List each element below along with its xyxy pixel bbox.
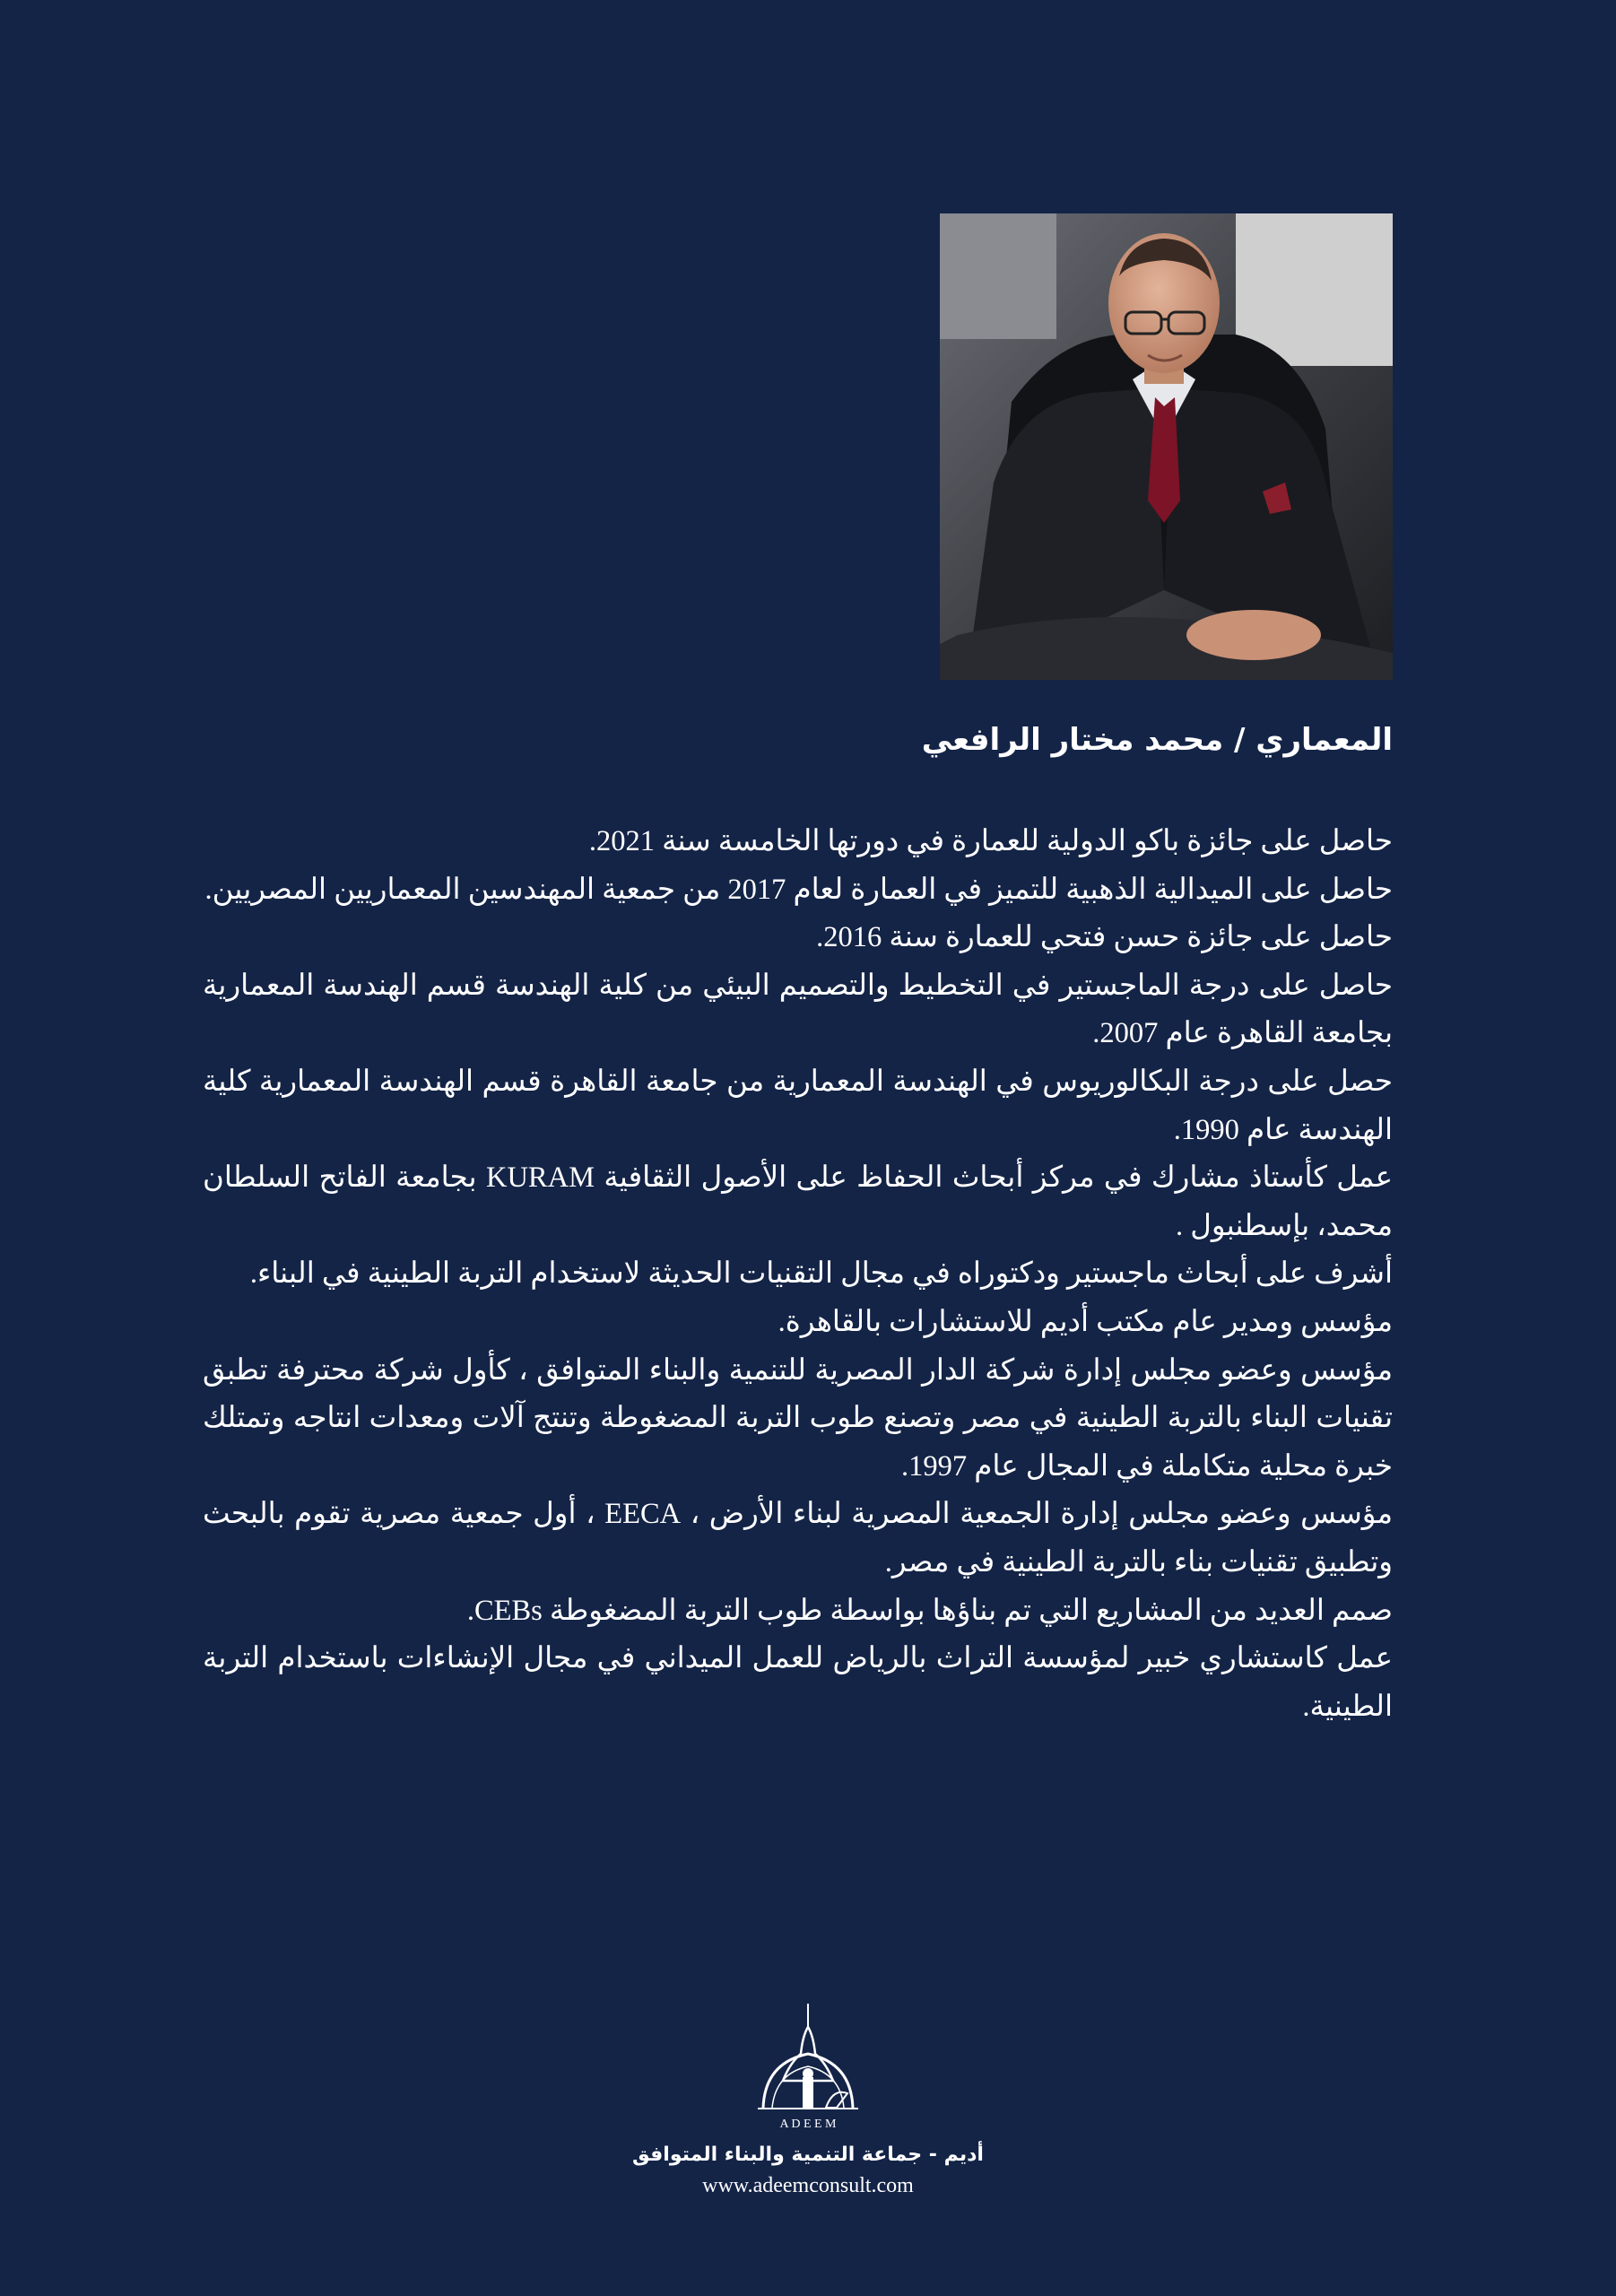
logo-wordmark: A D E E M <box>779 2118 837 2131</box>
bio-item: حاصل على جائزة حسن فتحي للعمارة سنة 2016. <box>816 921 1393 954</box>
bio-item: عمل كاستشاري خبير لمؤسسة التراث بالرياض للعمل الميداني في مجال الإنشاءات باستخدام التربة الطينية. <box>203 1642 1393 1723</box>
website-link[interactable]: www.adeemconsult.com <box>702 2174 914 2197</box>
portrait-photo <box>940 213 1393 680</box>
bio-item: حاصل على درجة الماجستير في التخطيط والتصميم البيئي من كلية الهندسة قسم الهندسة المعمارية بجامعة القاهرة عام 2007. <box>203 969 1393 1050</box>
bio-item: أشرف على أبحاث ماجستير ودكتوراه في مجال التقنيات الحديثة لاستخدام التربة الطينية في البناء. <box>249 1257 1393 1291</box>
adeem-dome-logo-icon <box>736 2000 880 2135</box>
brand-tagline: أديم - جماعة التنمية والبناء المتوافق <box>632 2144 984 2166</box>
page-title: المعماري / محمد مختار الرافعي <box>921 722 1393 758</box>
bio-item: حصل على درجة البكالوريوس في الهندسة المعمارية من جامعة القاهرة قسم الهندسة المعمارية كلية الهندسة عام 1990. <box>203 1065 1393 1146</box>
portrait-illustration <box>940 213 1393 680</box>
biography <box>203 818 1393 1731</box>
bio-item: مؤسس ومدير عام مكتب أديم للاستشارات بالقاهرة. <box>778 1305 1393 1338</box>
bio-item: حاصل على الميدالية الذهبية للتميز في العمارة لعام 2017 من جمعية المهندسين المعماريين المصريين. <box>204 873 1393 906</box>
bio-item: مؤسس وعضو مجلس إدارة شركة الدار المصرية للتنمية والبناء المتوافق ، كأول شركة محترفة تطبق تقنيات البناء بالتربة الطينية في مصر وتصنع طوب التربة المضغوطة وتنتج آلات ومعدات انتاجه وتمتلك خبرة محلية متكاملة في المجال عام 1997. <box>203 1353 1393 1483</box>
bio-item: صمم العديد من المشاريع التي تم بناؤها بواسطة طوب التربة المضغوطة CEBs. <box>466 1594 1393 1627</box>
bio-item: حاصل على جائزة باكو الدولية للعمارة في دورتها الخامسة سنة 2021. <box>588 825 1393 857</box>
footer <box>0 2000 1616 2199</box>
bio-item: مؤسس وعضو مجلس إدارة الجمعية المصرية لبناء الأرض ، EECA ، أول جمعية مصرية تقوم بالبحث وتطبيق تقنيات بناء بالتربة الطينية في مصر. <box>203 1498 1394 1578</box>
bio-item: عمل كأستاذ مشارك في مركز أبحاث الحفاظ على الأصول الثقافية KURAM بجامعة الفاتح السلطان محمد، بإسطنبول . <box>203 1161 1393 1242</box>
